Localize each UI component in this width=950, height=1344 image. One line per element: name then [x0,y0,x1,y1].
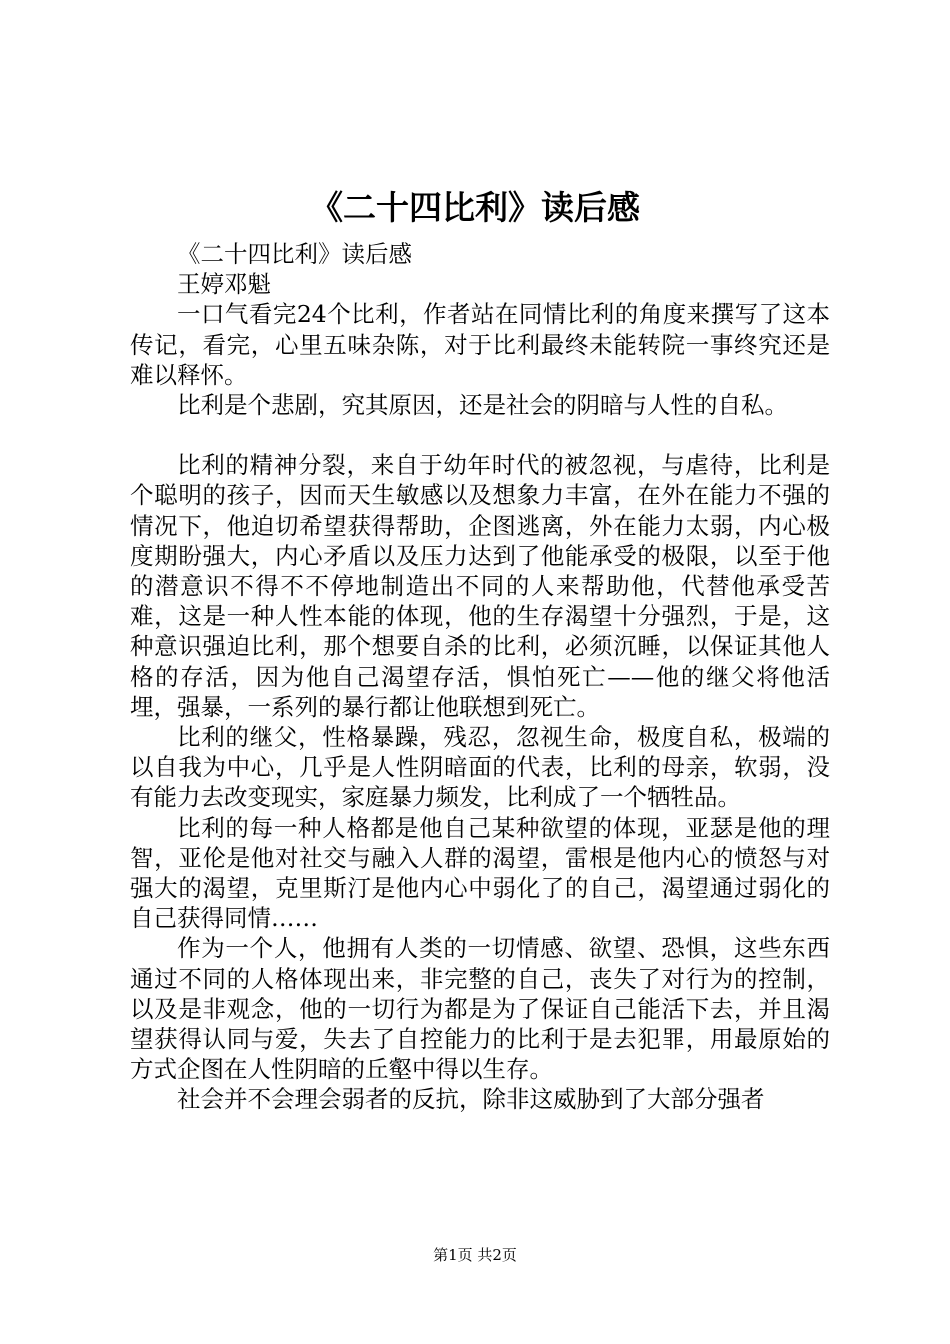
author-line: 王婷邓魁 [177,270,271,299]
paragraph: 比利的继父，性格暴躁，残忍，忽视生命，极度自私，极端的以自我为中心，几乎是人性阴暗面的代表，比利的母亲，软弱，没有能力去改变现实，家庭暴力频发，比利成了一个牺牲品。 [130,723,830,812]
document-title: 《二十四比利》读后感 [310,188,640,227]
paragraph: 作为一个人，他拥有人类的一切情感、欲望、恐惧，这些东西通过不同的人格体现出来，非完整的自己，丧失了对行为的控制，以及是非观念，他的一切行为都是为了保证自己能活下去，并且渴望获得认同与爱，失去了自控能力的比利于是去犯罪，用最原始的方式企图在人性阴暗的丘壑中得以生存。 [130,934,830,1084]
paragraph: 一口气看完24个比利，作者站在同情比利的角度来撰写了这本传记，看完，心里五味杂陈，对于比利最终未能转院一事终究还是难以释怀。 [130,300,830,389]
paragraph: 社会并不会理会弱者的反抗，除非这威胁到了大部分强者 [177,1085,765,1114]
paragraph: 比利是个悲剧，究其原因，还是社会的阴暗与人性的自私。 [177,391,788,420]
subtitle-line: 《二十四比利》读后感 [177,240,412,268]
paragraph: 比利的精神分裂，来自于幼年时代的被忽视，与虐待，比利是个聪明的孩子，因而天生敏感以及想象力丰富，在外在能力不强的情况下，他迫切希望获得帮助，企图逃离，外在能力太弱，内心极度期盼强大，内心矛盾以及压力达到了他能承受的极限，以至于他的潜意识不得不不停地制造出不同的人来帮助他，代替他承受苦难，这是一种人性本能的体现，他的生存渴望十分强烈，于是，这种意识强迫比利，那个想要自杀的比利，必须沉睡，以保证其他人格的存活，因为他自己渴望存活，惧怕死亡——他的继父将他活埋，强暴，一系列的暴行都让他联想到死亡。 [130,451,830,721]
paragraph: 比利的每一种人格都是他自己某种欲望的体现，亚瑟是他的理智，亚伦是他对社交与融入人群的渴望，雷根是他内心的愤怒与对强大的渴望，克里斯汀是他内心中弱化了的自己，渴望通过弱化的自己获得同情…… [130,813,830,933]
document-body [130,239,830,1115]
page-footer: 第1页 共2页 [433,1246,517,1264]
